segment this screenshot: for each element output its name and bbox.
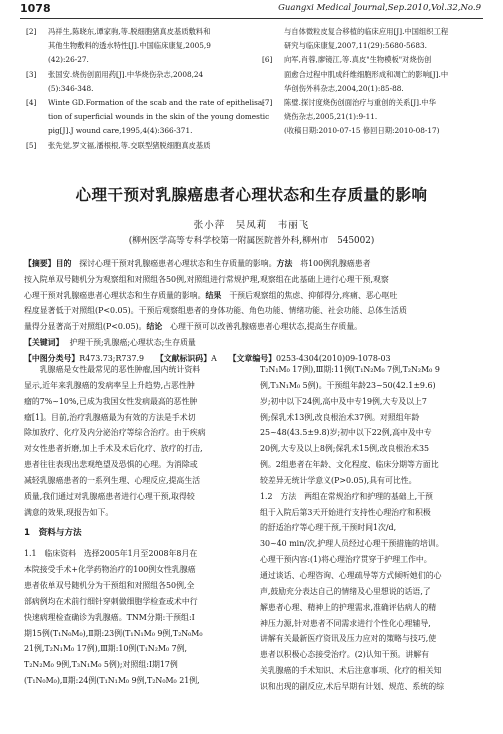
reference-line: 研究与临床康复,2007,11(29):5680-5683. — [284, 41, 427, 51]
reference-number: [7] — [262, 98, 273, 108]
abstract-text: 心理干预对乳腺癌患者心理状态和生存质量的影响。 — [24, 290, 206, 300]
body-line: 解患者心理、精神上的护理需求,准确评估病人的精 — [260, 602, 437, 612]
reference-number: [6] — [262, 55, 273, 65]
reference-number: [3] — [26, 69, 37, 79]
body-left-column — [24, 362, 244, 689]
reference-line: 华创伤外科杂志,2004,20(1):85-88. — [284, 83, 404, 93]
body-line: 除加放疗、化疗及内分泌治疗等综合治疗。由于疾病 — [24, 428, 206, 438]
body-line: 显示,近年来乳腺癌的发病率呈上升趋势,占恶性肿 — [24, 380, 195, 390]
body-line: T₂N₂M₀ 9例,T₃N₁M₀ 5例);对照组:Ⅰ期17例 — [24, 660, 178, 670]
reference-text — [48, 96, 269, 139]
keywords-text: 护理干预;乳腺癌;心理状态;生存质量 — [69, 337, 196, 347]
body-line: 乳腺癌是女性最常见的恶性肿瘤,国内统计资料 — [24, 365, 201, 374]
meta-value: A — [211, 353, 217, 363]
body-line: 的舒适治疗等心理干预,干预时间1次/d, — [260, 523, 397, 533]
abstract-text: 按入院单双号随机分为观察组和对照组各50例,对照组进行常规护理,观察组在此基础上进行心理干预,观察 — [24, 274, 389, 284]
body-line: 例。2组患者在年龄、文化程度、临床分期等方面比 — [260, 460, 439, 470]
body-line: 满意的效果,现报告如下。 — [24, 507, 114, 517]
meta-value: R473.73;R737.9 — [79, 353, 144, 363]
body-line: 患者依单双号随机分为干预组和对照组各50例,全 — [24, 580, 195, 590]
meta-label: 【文献标识码】 — [159, 353, 212, 363]
abstract-heading: 目的 — [55, 259, 72, 268]
abstract-heading: 结果 — [205, 290, 222, 300]
body-line: 较差异无统计学意义(P>0.05),具有可比性。 — [260, 475, 417, 485]
abstract-line — [24, 272, 482, 288]
reference-item — [26, 25, 248, 68]
abstract-heading: 方法 — [276, 259, 293, 268]
reference-text — [48, 139, 248, 153]
body-line: 瘤[1]。目前,治疗乳腺癌最为有效的方法是手术切 — [24, 412, 196, 422]
reference-line: pig[J].J wound care,1995,4(4):366-371. — [48, 126, 193, 136]
reference-line: (42):26-27. — [48, 55, 89, 65]
reference-text — [284, 96, 484, 124]
reference-item — [262, 124, 484, 138]
abstract-text: 干预后观察组的焦虑、抑郁得分,疼痛、恶心呕吐 — [221, 290, 398, 300]
journal-header: Guangxi Medical Journal,Sep.2010,Vol.32,No.9 — [278, 3, 481, 13]
reference-item — [26, 68, 248, 96]
references-right — [262, 25, 484, 139]
article-title: 心理干预对乳腺癌患者心理状态和生存质量的影响 — [75, 186, 428, 204]
reference-line: 张先觉,罗文福,潘根根,等.交联型猪脱细胞真皮基质 — [48, 140, 211, 150]
article-affiliation: (柳州医学高等专科学校第一附属医院普外科,柳州市 545002) — [128, 236, 375, 246]
body-line: 20例,大专及以上8例;保乳术15例,改良根治术35 — [260, 444, 430, 454]
reference-item — [262, 96, 484, 124]
body-line: 识和出现的副反应,术后早期有计划、规范、系统的综 — [260, 681, 444, 691]
reference-text — [48, 68, 248, 96]
reference-number: [5] — [26, 140, 37, 150]
header-rule — [20, 18, 483, 19]
body-line: 患者以积极心态接受治疗。(2)认知干预。讲解有 — [260, 650, 429, 660]
body-line: 快速病理检查确诊为乳腺癌。TNM分期:干预组:Ⅰ — [24, 612, 195, 622]
reference-line: tion of superficial wounds in the skin of the young domestic — [48, 112, 270, 122]
abstract-line — [24, 288, 482, 304]
abstract-line — [24, 303, 482, 319]
reference-line: 与自体微粒皮复合移植的临床应用[J].中国组织工程 — [284, 27, 449, 36]
reference-line: 张国安.烧伤创面用药[J].中华烧伤杂志,2008,24 — [48, 69, 204, 79]
reference-line: Winte GD.Formation of the scab and the rate of epithelisa- — [48, 98, 265, 108]
abstract-heading: 【摘要】 — [24, 259, 56, 268]
reference-line: (5):346-348. — [48, 83, 94, 93]
body-line: 关乳腺癌的手术知识、术后注意事项、化疗的相关知 — [260, 666, 442, 676]
reference-text — [284, 124, 484, 138]
body-line: 21例,T₂N₁M₀ 17例),Ⅲ期:10例(T₁N₂M₀ 7例, — [24, 644, 188, 654]
keywords-label: 【关键词】 — [24, 337, 64, 347]
meta-label: 【文章编号】 — [232, 353, 276, 363]
reference-line: 冯祥生,陈晓东,谭家驹,等.脱细胞猪真皮基质敷料和 — [48, 27, 211, 36]
abstract — [24, 256, 482, 367]
body-line: 30~40 min/次,护理人员经过心理干预措施的培训。 — [260, 539, 444, 549]
reference-number — [262, 124, 284, 138]
reference-line: 其他生物敷料的透水特性[J].中国临床康复,2005,9 — [48, 41, 211, 51]
reference-item — [262, 25, 484, 53]
body-line: 对女性患者折磨,加上手术及术后化疗、放疗的打击, — [24, 444, 203, 454]
reference-line: (收稿日期:2010-07-15 修回日期:2010-08-17) — [284, 126, 440, 136]
abstract-text: 量得分显著高于对照组(P<0.05)。 — [24, 322, 147, 332]
body-line: 1.1 临床资料 选择2005年1月至2008年8月在 — [24, 549, 198, 559]
body-line: 减轻乳腺癌患者的一系列生理、心理反应,提高生活 — [24, 475, 201, 485]
references-left — [26, 25, 270, 153]
reference-item — [26, 139, 248, 153]
body-line: 组于入院后第3天开始进行支持性心理治疗和积极 — [260, 507, 431, 517]
body-line: 本院接受手术+化学药物治疗的100例女性乳腺癌 — [24, 565, 196, 575]
body-line: 质量,我们通过对乳腺癌患者进行心理干预,取得较 — [24, 491, 195, 501]
reference-number: [2] — [26, 27, 37, 36]
abstract-line — [24, 256, 482, 272]
reference-text — [48, 25, 248, 68]
article-authors: 张小萍 吴凤莉 韦丽飞 — [193, 220, 310, 231]
abstract-text: 将100例乳腺癌患者 — [292, 259, 371, 268]
abstract-text: 心理干预可以改善乳腺癌患者心理状态,提高生存质量。 — [162, 322, 363, 332]
body-right-column — [260, 362, 482, 695]
body-line: T₂N₁M₀ 17例),Ⅲ期:11例(T₁N₂M₀ 7例,T₂N₂M₀ 9 — [260, 365, 440, 374]
abstract-lines — [24, 256, 482, 335]
abstract-text: 程度显著低于对照组(P<0.05)。干预后观察组患者的身体功能、角色功能、情绪功能、社会功能、总体生活质 — [24, 306, 407, 316]
body-line: 患者往往表现出悲观绝望及恐惧的心理。为消除或 — [24, 460, 198, 470]
abstract-heading: 结论 — [146, 322, 163, 332]
body-line: 声,鼓励充分表达自己的情绪及心里想说的话语,了 — [260, 586, 431, 596]
reference-number: [4] — [26, 98, 37, 108]
body-line: 例;保乳术13例,改良根治术37例。对照组年龄 — [260, 412, 420, 422]
body-line: 通过谈话、心理咨询、心理疏导等方式倾听她们的心 — [260, 570, 442, 580]
reference-line: 陈璧.探讨度烧伤创面治疗与重创的关系[J].中华 — [284, 98, 436, 108]
meta-label: 【中图分类号】 — [24, 353, 80, 363]
keywords-line — [24, 335, 482, 351]
body-line: 讲解有关最新医疗资讯及压力应对的策略与技巧,使 — [260, 634, 437, 644]
body-line: 神压力源,针对患者不同需求进行个性化心理辅导, — [260, 618, 431, 628]
reference-item — [262, 53, 484, 96]
reference-text — [284, 53, 484, 96]
body-line: 岁;初中以下24例,高中及中专19例,大专及以上7 — [260, 396, 427, 406]
reference-line: 烧伤杂志,2005,21(1):9-11. — [284, 112, 378, 122]
reference-line: 面愈合过程中肌成纤维细胞形成和凋亡的影响[J].中 — [284, 69, 449, 79]
abstract-line — [24, 319, 482, 335]
page-number: 1078 — [20, 2, 51, 15]
reference-line: 向军,肖蓉,廖镜江,等.真皮"生物模板"对烧伤创 — [284, 55, 432, 65]
body-line: 心理干预内容:(1)将心理治疗贯穿于护理工作中。 — [260, 555, 432, 565]
meta-value: 0253-4304(2010)09-1078-03 — [276, 353, 391, 363]
reference-text — [284, 25, 484, 53]
section-heading: 1 资料与方法 — [24, 528, 82, 539]
body-line: (T₁N₀M₀),Ⅱ期:24例(T₁N₁M₀ 9例,T₂N₀M₀ 21例, — [24, 676, 200, 686]
reference-item — [26, 96, 270, 139]
abstract-text: 探讨心理干预对乳腺癌患者心理状态和生存质量的影响。 — [71, 259, 277, 268]
body-line: 例,T₃N₁M₀ 5例)。干预组年龄23~50(42.1±9.6) — [260, 380, 436, 390]
body-line: 1.2 方法 两组在常规治疗和护理的基础上,干预 — [260, 491, 433, 501]
reference-number — [262, 25, 284, 53]
body-line: 期15例(T₁N₀M₀),Ⅱ期:23例(T₁N₁M₀ 9例,T₂N₀M₀ — [24, 628, 203, 638]
body-line: 部病例均在术前行细针穿刺做细胞学检查或术中行 — [24, 596, 198, 606]
body-line: 瘤的7%~10%,已成为我国女性发病最高的恶性肿 — [24, 396, 198, 406]
body-line: 25~48(43.5±9.8)岁;初中以下22例,高中及中专 — [260, 428, 432, 438]
